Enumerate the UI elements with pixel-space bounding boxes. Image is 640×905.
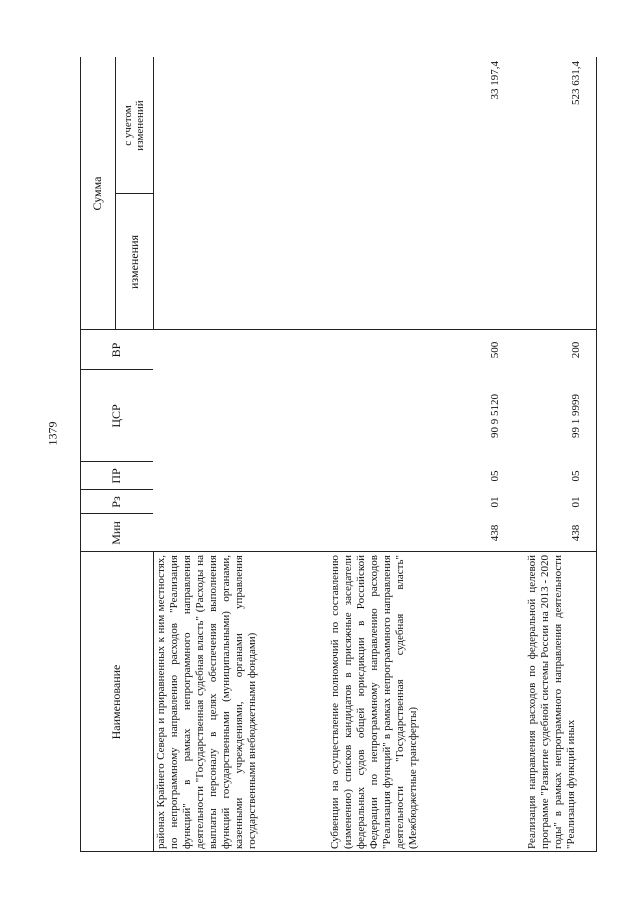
page-number: 1379 — [45, 421, 60, 446]
budget-table — [80, 57, 596, 852]
row-1-vr: 500 — [489, 341, 501, 359]
header-csr: ЦСР — [109, 404, 123, 428]
table-border-start — [80, 851, 596, 852]
row-2-name: Реализация направления расходов по федеральной целевой программе "Развитие судебной системы России на 2013 - 2020 годы" в рамках непрограммного направления деятельности "Реализация функций иных — [526, 555, 577, 849]
row-1-csr: 90 9 5120 — [489, 394, 501, 438]
header-change: изменения — [126, 234, 141, 290]
header-min: Мин — [109, 521, 123, 545]
header-vr: ВР — [109, 342, 123, 358]
row-2-csr: 99 1 9999 — [570, 394, 582, 438]
header-rule-right — [153, 57, 154, 330]
row-2-rz: 01 — [570, 496, 582, 508]
row-0-name: районах Крайнего Севера и приравненных к ним местностях, по непрограммному направлению расходов "Реализация функций" в рамках непрограммного направления деятельности "Государственная судебная власть" (Расходы на выплаты персоналу в целях обеспечения выполнения функций государственными (муниципальными) органами, казенными учреждениями, органами управления государственными внебюджетными фондами) — [155, 555, 258, 849]
row-1-pr: 05 — [489, 470, 501, 482]
col-divider-vr — [80, 329, 596, 330]
header-with-changes: с учетом изменений — [122, 100, 146, 151]
row-1-with-changes: 33 197,4 — [489, 61, 501, 100]
col-divider-name — [80, 551, 596, 552]
row-2-vr: 200 — [570, 341, 582, 359]
header-name: Наименование — [109, 664, 123, 740]
header-sum: Сумма — [90, 176, 104, 211]
header-rz: Рз — [109, 496, 123, 508]
row-2-pr: 05 — [570, 470, 582, 482]
header-rule-left — [153, 552, 154, 852]
row-2-min: 438 — [570, 524, 582, 542]
row-1-min: 438 — [489, 524, 501, 542]
header-pr: ПР — [109, 468, 123, 484]
table-border-bottom — [596, 57, 597, 852]
row-1-rz: 01 — [489, 496, 501, 508]
row-2-with-changes: 523 631,4 — [570, 61, 582, 105]
row-1-name: Субвенции на осуществление полномочий по составлению (изменению) списков кандидатов в присяжные заседатели федеральных судов общей юрисдикции в Российской Федерации по непрограммному направлению расходов "Реализация функций" в рамках непрограммного направления деятельности "Государственная судебная власть" (Межбюджетные трансферты) — [329, 555, 419, 849]
